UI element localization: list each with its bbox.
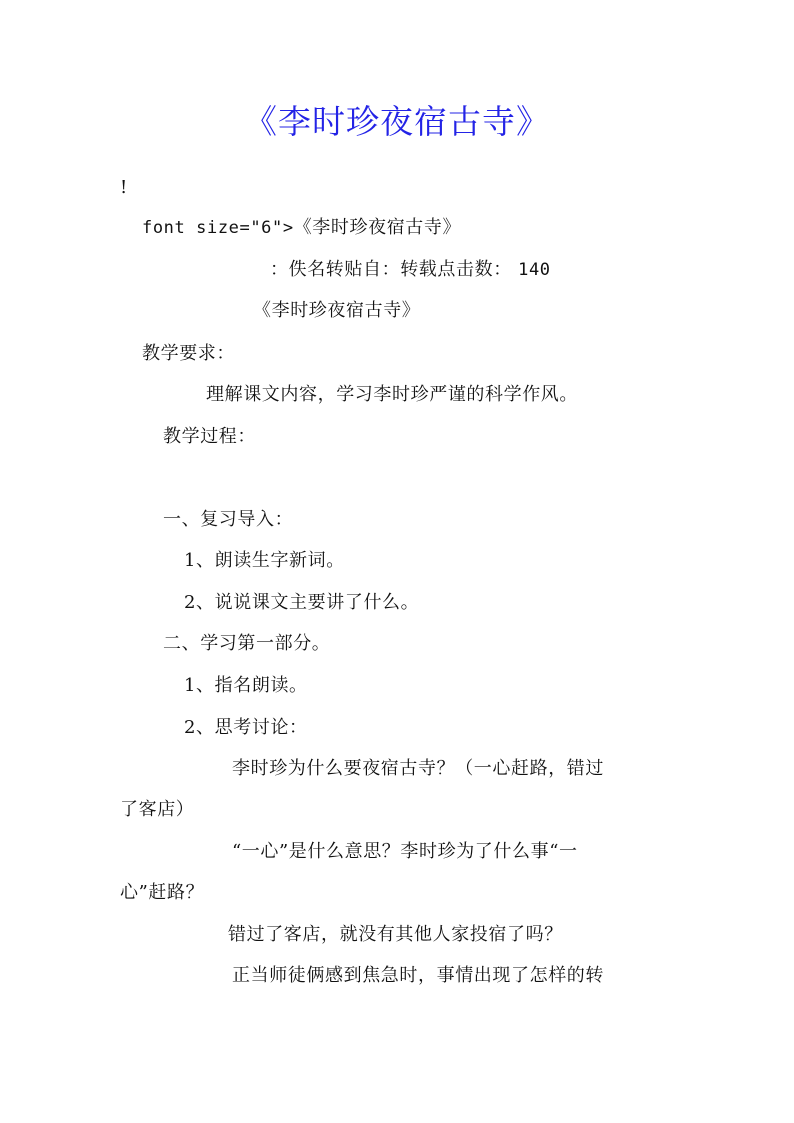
document-subtitle: 《李时珍夜宿古寺》 [253, 300, 421, 321]
question-2-line-2: 心”赶路？ [120, 882, 205, 903]
click-count: 140 [518, 260, 551, 280]
requirements-text: 理解课文内容，学习李时珍严谨的科学作风。 [206, 384, 578, 405]
step-1-1: 1、朗读生字新词。 [184, 550, 345, 571]
stray-mark: ! [120, 177, 128, 198]
question-1-line-1: 李时珍为什么要夜宿古寺？（一心赶路，错过 [232, 758, 604, 779]
step-1-2: 2、说说课文主要讲了什么。 [184, 592, 420, 613]
requirements-heading: 教学要求： [142, 343, 235, 364]
question-1-line-2: 了客店） [120, 799, 195, 820]
source-line [270, 258, 551, 282]
step-2-2: 2、思考讨论： [184, 717, 308, 738]
question-4-line-1: 正当师徒俩感到焦急时，事情出现了怎样的转 [232, 965, 604, 986]
question-2-line-1: “一心”是什么意思？李时珍为了什么事“一 [232, 841, 578, 862]
question-3: 错过了客店，就没有其他人家投宿了吗？ [228, 924, 563, 945]
process-heading: 教学过程： [163, 426, 256, 447]
document-title: 《李时珍夜宿古寺》 [244, 102, 550, 141]
font-size-line [142, 216, 461, 240]
font-line-title: 《李时珍夜宿古寺》 [293, 217, 462, 238]
section-one-heading: 一、复习导入： [163, 509, 294, 530]
source-text: ：佚名转贴自：转载点击数： [270, 259, 512, 280]
font-tag-text: font size="6"> [142, 218, 294, 238]
step-2-1: 1、指名朗读。 [184, 675, 308, 696]
section-two-heading: 二、学习第一部分。 [163, 633, 331, 654]
